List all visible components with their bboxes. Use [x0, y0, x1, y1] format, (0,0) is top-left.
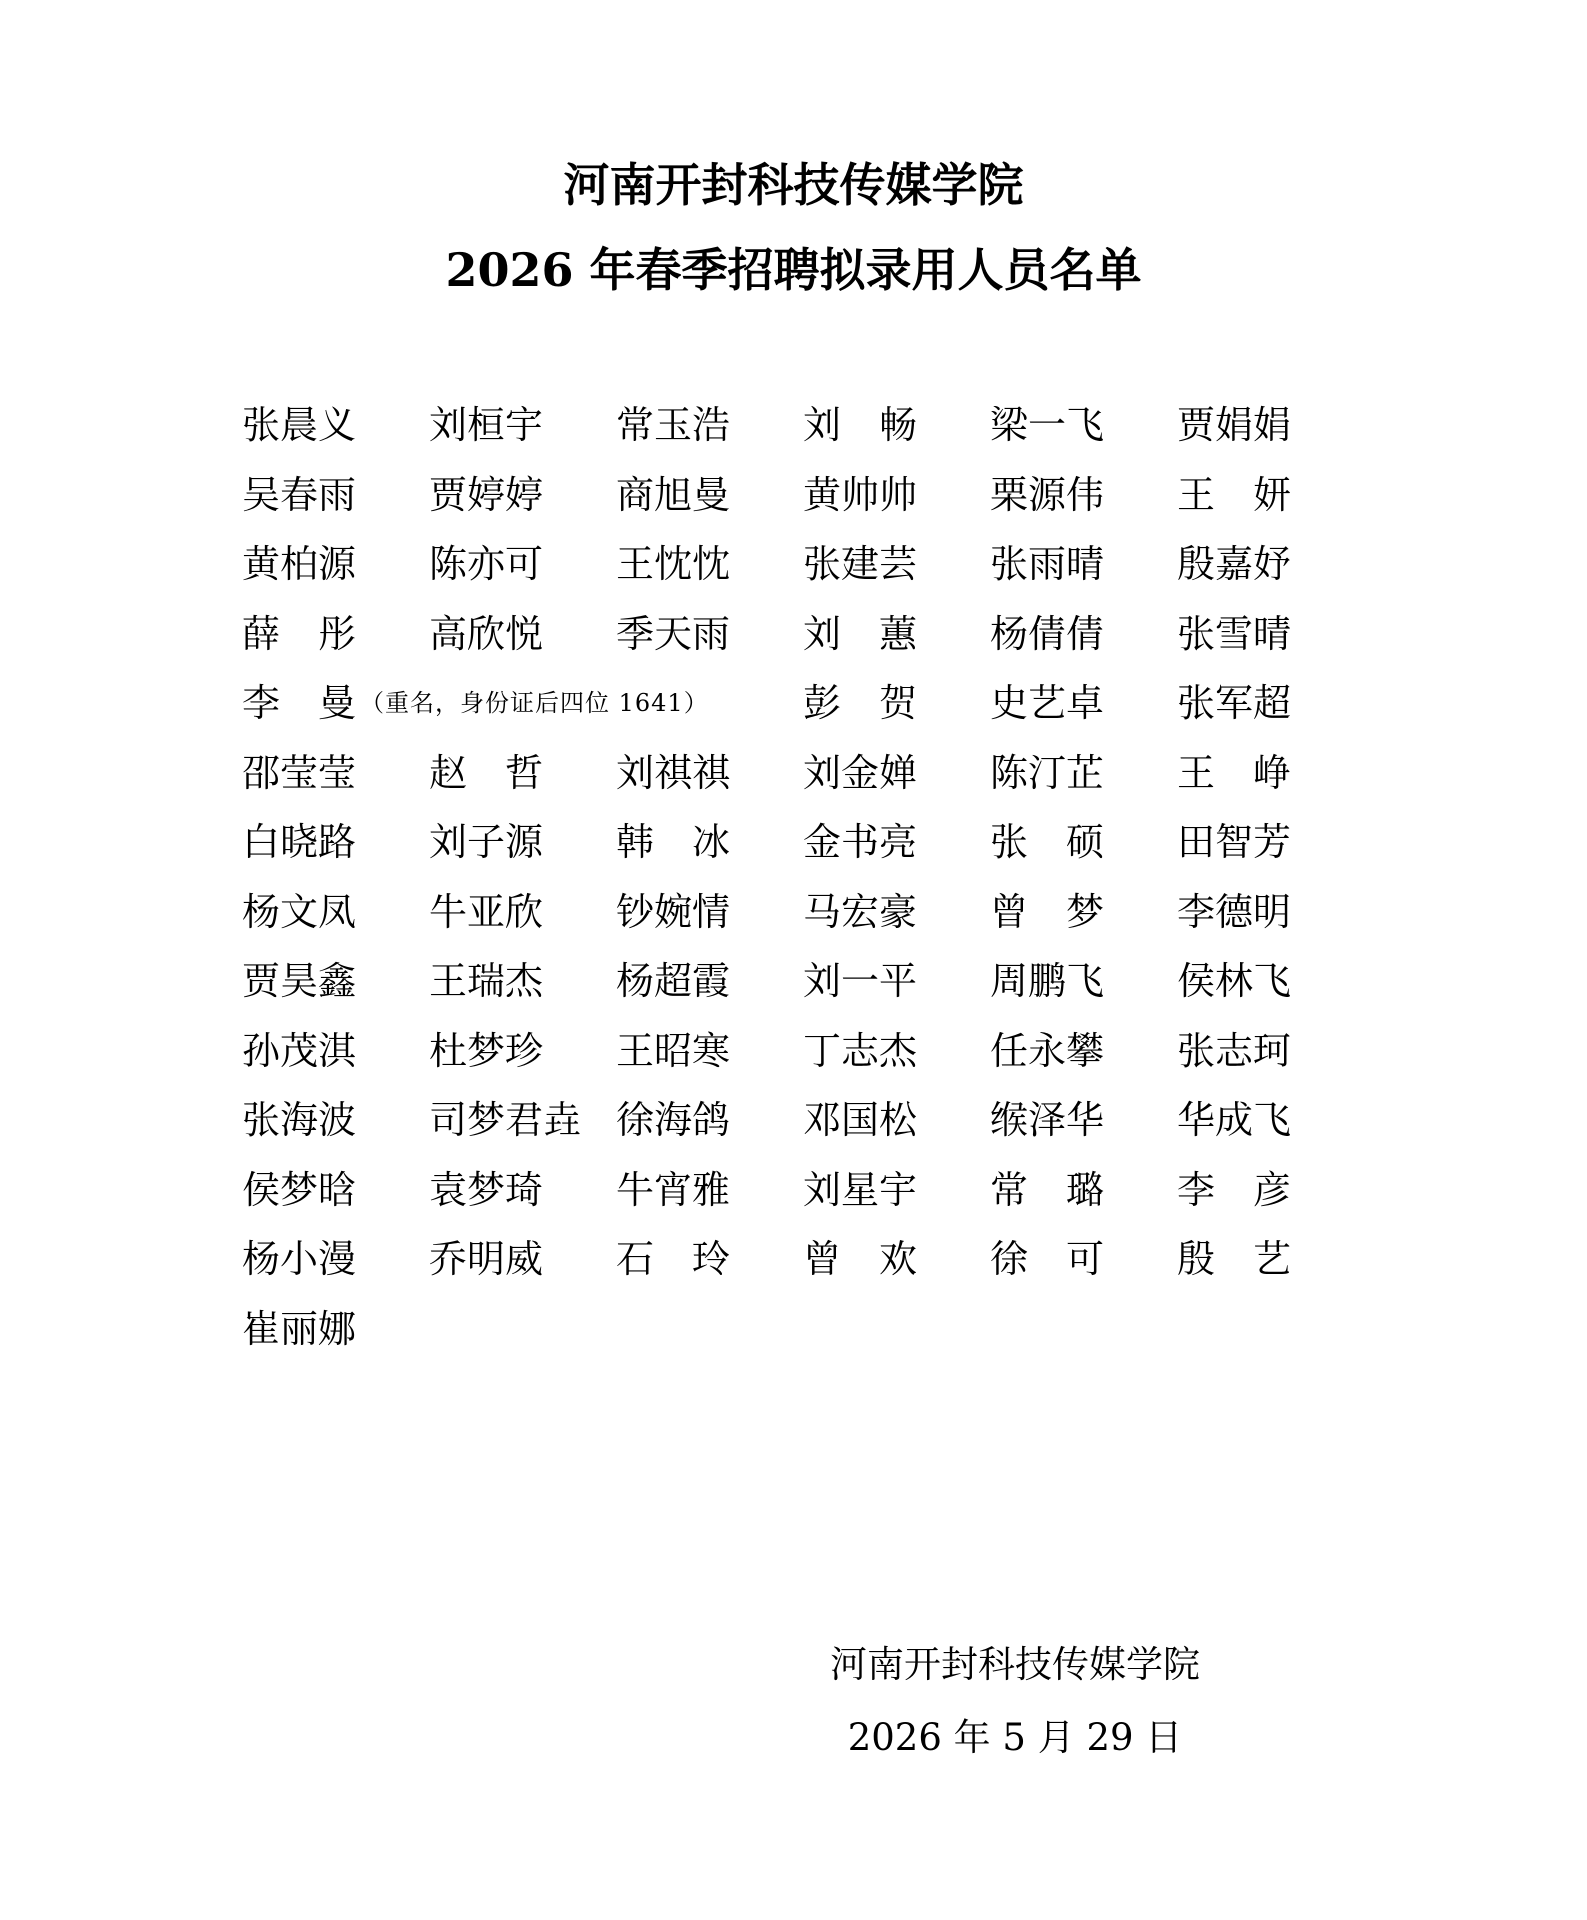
name-entry [990, 599, 1104, 669]
person-name: 周鹏飞 [990, 959, 1105, 1003]
name-entry [1177, 1085, 1291, 1155]
person-name: 王瑞杰 [429, 959, 544, 1003]
name-entry [429, 599, 543, 669]
names-grid [242, 390, 1302, 1350]
name-entry [616, 807, 730, 877]
document-title-line-2: 2026 年春季招聘拟录用人员名单 [445, 243, 1142, 297]
person-name: 高欣悦 [429, 611, 544, 656]
name-entry [803, 668, 917, 738]
name-entry [616, 1155, 730, 1225]
name-entry [1177, 460, 1291, 530]
name-entry [616, 599, 730, 669]
name-entry [429, 1224, 543, 1294]
person-name: 刘桓宇 [429, 403, 544, 447]
name-entry [429, 807, 543, 877]
name-entry [1177, 1016, 1291, 1086]
person-name: 钞婉情 [616, 889, 731, 934]
name-entry [242, 1085, 356, 1155]
document-title-line-1: 河南开封科技传媒学院 [563, 158, 1024, 212]
person-name: 杜梦珍 [429, 1028, 544, 1073]
name-entry [429, 390, 543, 460]
name-entry [429, 1155, 543, 1225]
name-entry [990, 1085, 1104, 1155]
person-name: 杨超霞 [616, 959, 731, 1003]
person-name: 贾昊鑫 [242, 959, 357, 1003]
name-entry [803, 738, 917, 808]
person-name: 史艺卓 [990, 681, 1105, 725]
person-name: 张 硕 [990, 820, 1104, 864]
name-entry [1177, 877, 1291, 947]
person-name: 王忱忱 [616, 542, 731, 586]
name-entry [616, 738, 730, 808]
person-name: 李德明 [1177, 889, 1292, 934]
name-entry [616, 1224, 730, 1294]
person-name: 丁志杰 [803, 1028, 918, 1073]
name-entry [429, 738, 543, 808]
person-name: 张海波 [242, 1098, 357, 1142]
person-name: 侯林飞 [1177, 959, 1292, 1003]
name-entry [1177, 599, 1291, 669]
person-name: 马宏豪 [803, 889, 918, 934]
person-name: 牛亚欣 [429, 889, 544, 934]
person-name: 刘一平 [803, 959, 918, 1003]
name-entry [1177, 1224, 1291, 1294]
name-entry [429, 946, 543, 1016]
person-name: 常玉浩 [616, 403, 731, 447]
person-name: 薛 彤 [242, 611, 356, 656]
person-name: 陈汀芷 [990, 750, 1105, 795]
person-name: 韩 冰 [616, 820, 730, 864]
person-name: 侯梦晗 [242, 1167, 357, 1212]
name-entry [1177, 946, 1291, 1016]
person-name: 常 璐 [990, 1167, 1104, 1212]
signing-organization: 河南开封科技传媒学院 [830, 1643, 1200, 1686]
person-name: 张晨义 [242, 403, 357, 447]
name-entry [242, 877, 356, 947]
name-entry [616, 390, 730, 460]
name-entry [242, 529, 356, 599]
person-name: 李 彦 [1177, 1167, 1291, 1212]
name-entry [429, 1085, 582, 1155]
person-name: 田智芳 [1177, 820, 1292, 864]
name-entry [803, 599, 917, 669]
duplicate-name-note: （重名，身份证后四位 1641） [360, 689, 709, 717]
person-name: 张建芸 [803, 542, 918, 586]
person-name: 杨文凤 [242, 889, 357, 934]
name-entry [803, 1085, 917, 1155]
person-name: 邓国松 [803, 1098, 918, 1142]
name-entry [429, 460, 543, 530]
person-name: 刘星宇 [803, 1167, 918, 1212]
name-entry [803, 1016, 917, 1086]
person-name: 张雨晴 [990, 542, 1105, 586]
name-entry [616, 1016, 730, 1086]
person-name: 陈亦可 [429, 542, 544, 586]
person-name: 商旭曼 [616, 472, 731, 517]
person-name: 刘祺祺 [616, 750, 731, 795]
name-entry [429, 529, 543, 599]
person-name: 曾 欢 [803, 1237, 917, 1281]
person-name: 曾 梦 [990, 889, 1104, 934]
name-entry [990, 529, 1104, 599]
person-name: 赵 哲 [429, 750, 543, 795]
person-name: 吴春雨 [242, 472, 357, 517]
person-name: 徐海鸽 [616, 1098, 731, 1142]
name-entry [990, 946, 1104, 1016]
name-entry [990, 738, 1104, 808]
person-name: 王昭寒 [616, 1028, 731, 1073]
person-name: 牛宵雅 [616, 1167, 731, 1212]
person-name: 殷嘉妤 [1177, 542, 1292, 586]
person-name: 王 妍 [1177, 472, 1291, 517]
name-entry [803, 807, 917, 877]
person-name: 王 峥 [1177, 750, 1291, 795]
signing-date: 2026 年 5 月 29 日 [847, 1716, 1183, 1759]
person-name: 石 玲 [616, 1237, 730, 1281]
name-entry [616, 460, 730, 530]
name-entry [616, 529, 730, 599]
person-name: 张志珂 [1177, 1028, 1292, 1073]
person-name: 邵莹莹 [242, 750, 357, 795]
name-entry [990, 668, 1104, 738]
name-entry [242, 946, 356, 1016]
person-name: 司梦君垚 [429, 1098, 582, 1142]
name-entry [242, 460, 356, 530]
name-entry [242, 1155, 356, 1225]
person-name: 崔丽娜 [242, 1306, 357, 1351]
person-name: 缑泽华 [990, 1098, 1105, 1142]
name-entry [1177, 738, 1291, 808]
person-name: 李 曼 [242, 681, 356, 725]
person-name: 刘子源 [429, 820, 544, 864]
name-entry [242, 599, 356, 669]
person-name: 黄帅帅 [803, 472, 918, 517]
name-entry [990, 1155, 1104, 1225]
person-name: 任永攀 [990, 1028, 1105, 1073]
person-name: 张军超 [1177, 681, 1292, 725]
name-entry [803, 1224, 917, 1294]
name-entry [803, 390, 917, 460]
person-name: 杨倩倩 [990, 611, 1105, 656]
person-name: 黄柏源 [242, 542, 357, 586]
name-entry [242, 1224, 356, 1294]
name-entry [616, 877, 730, 947]
name-entry [803, 529, 917, 599]
person-name: 张雪晴 [1177, 611, 1292, 656]
person-name: 刘金婵 [803, 750, 918, 795]
name-entry [803, 946, 917, 1016]
person-name: 栗源伟 [990, 472, 1105, 517]
person-name: 孙茂淇 [242, 1028, 357, 1073]
name-entry [803, 877, 917, 947]
name-entry [429, 877, 543, 947]
person-name: 华成飞 [1177, 1098, 1292, 1142]
name-entry [242, 1016, 356, 1086]
name-entry [616, 1085, 730, 1155]
name-entry [990, 390, 1104, 460]
name-entry [990, 1224, 1104, 1294]
name-entry [242, 390, 356, 460]
name-entry [429, 1016, 543, 1086]
name-entry [990, 807, 1104, 877]
name-entry [616, 946, 730, 1016]
person-name: 贾婷婷 [429, 472, 544, 517]
person-name: 乔明威 [429, 1237, 544, 1281]
person-name: 彭 贺 [803, 681, 917, 725]
person-name: 徐 可 [990, 1237, 1104, 1281]
name-entry [242, 807, 356, 877]
person-name: 金书亮 [803, 820, 918, 864]
name-entry [242, 668, 709, 738]
name-entry [242, 1294, 356, 1364]
name-entry [1177, 807, 1291, 877]
name-entry [803, 1155, 917, 1225]
name-entry [803, 460, 917, 530]
person-name: 梁一飞 [990, 403, 1105, 447]
name-entry [242, 738, 356, 808]
name-entry [1177, 1155, 1291, 1225]
name-entry [990, 877, 1104, 947]
person-name: 刘 蕙 [803, 611, 917, 656]
person-name: 白晓路 [242, 820, 357, 864]
person-name: 袁梦琦 [429, 1167, 544, 1212]
person-name: 贾娟娟 [1177, 403, 1292, 447]
name-entry [990, 460, 1104, 530]
person-name: 季天雨 [616, 611, 731, 656]
name-entry [1177, 529, 1291, 599]
name-entry [1177, 390, 1291, 460]
person-name: 杨小漫 [242, 1237, 357, 1281]
person-name: 殷 艺 [1177, 1237, 1291, 1281]
name-entry [1177, 668, 1291, 738]
person-name: 刘 畅 [803, 403, 917, 447]
name-entry [990, 1016, 1104, 1086]
